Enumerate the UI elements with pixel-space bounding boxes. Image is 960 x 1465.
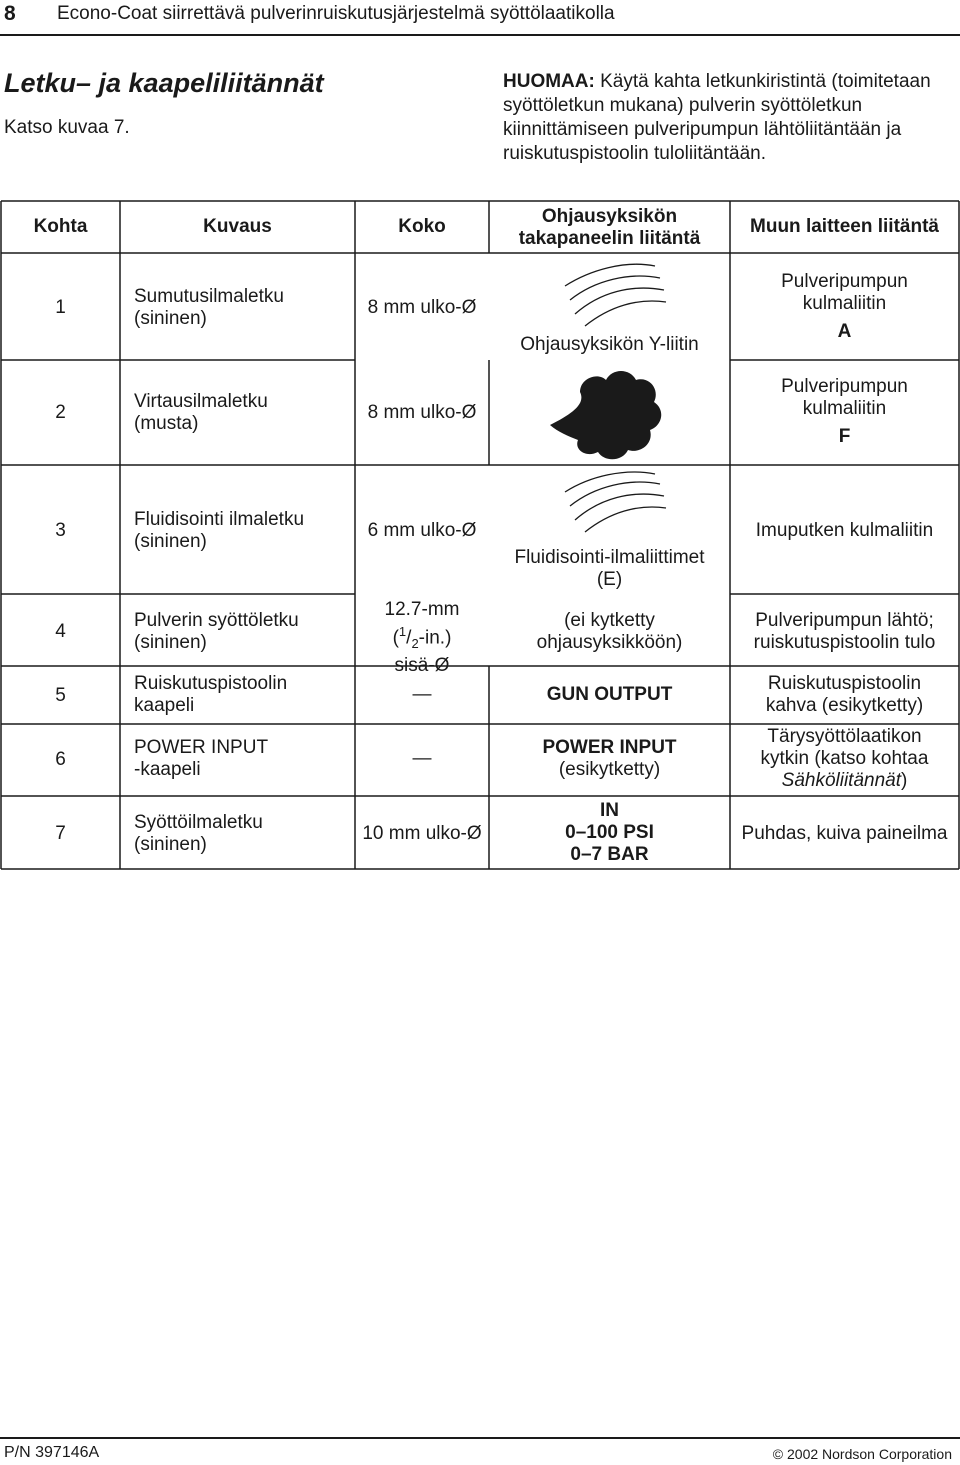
row3-panel (489, 547, 730, 591)
row4-other-line1: Pulveripumpun lähtö; (755, 610, 934, 631)
row6-other (730, 726, 959, 792)
row4-size-numerator: 1 (398, 624, 407, 639)
row2-other-line1: Pulveripumpun (781, 376, 908, 397)
row7-panel-line1: IN (600, 800, 619, 821)
row6-panel (489, 737, 730, 781)
col-header-size: Koko (398, 216, 446, 237)
copyright: © 2002 Nordson Corporation (772, 1446, 952, 1462)
row7-other: Puhdas, kuiva paineilma (741, 823, 948, 844)
row6-other-line1: Tärysyöttölaatikon (767, 726, 922, 747)
row7-desc-line1: Syöttöilmaletku (134, 812, 263, 833)
row4-item: 4 (55, 621, 66, 642)
row7-size: 10 mm ulko-Ø (362, 823, 482, 844)
row2-desc-line1: Virtausilmaletku (134, 391, 268, 412)
row4-desc-line1: Pulverin syöttöletku (134, 610, 299, 631)
row5-desc-line1: Ruiskutuspistoolin (134, 673, 288, 694)
row5-description (134, 673, 349, 717)
row3-panel-line2: (E) (596, 569, 623, 590)
row5-other-line1: Ruiskutuspistoolin (767, 673, 922, 694)
row4-panel-line1: (ei kytketty (564, 610, 655, 631)
row6-panel-line2: (esikytketty) (558, 759, 661, 780)
part-number: P/N 397146A (4, 1444, 100, 1461)
row6-desc-line1: POWER INPUT (134, 737, 269, 758)
row4-description (134, 610, 349, 654)
note-text: Käytä kahta letkunkiristintä (toimitetaan syöttöletkun mukana) pulverin syöttöletkun kiinnittämiseen pulveripumpun lähtöliitäntään ja ruiskutuspistoolin tuloliitäntään. (503, 71, 931, 164)
row3-description (134, 509, 349, 553)
row6-other-line3 (730, 770, 959, 792)
row3-other: Imuputken kulmaliitin (755, 520, 934, 541)
page-number: 8 (4, 2, 16, 25)
row1-description (134, 286, 349, 330)
row4-size (355, 599, 489, 677)
row3-desc-line2: (sininen) (134, 531, 207, 552)
row2-other (730, 376, 959, 448)
row5-item: 5 (55, 685, 66, 706)
row4-size-denominator: 2 (411, 636, 419, 652)
figure-reference: Katso kuvaa 7. (4, 117, 130, 138)
swirl-icon (565, 264, 666, 326)
row4-size-unit: -in.) (418, 627, 452, 649)
row6-description (134, 737, 349, 781)
col-header-other: Muun laitteen liitäntä (750, 216, 939, 237)
row7-panel (489, 800, 730, 866)
row2-size: 8 mm ulko-Ø (367, 402, 477, 423)
row5-desc-line2: kaapeli (134, 695, 195, 716)
row1-size: 8 mm ulko-Ø (367, 297, 477, 318)
swirl-icon (565, 472, 666, 532)
row4-other-line2: ruiskutuspistoolin tulo (753, 632, 936, 653)
row2-other-line2: kulmaliitin (802, 398, 887, 419)
row6-other-reference: Sähköliitännät (781, 770, 902, 791)
col-header-panel (489, 206, 730, 250)
col-header-description: Kuvaus (203, 216, 272, 237)
col-header-item: Kohta (33, 216, 88, 237)
row1-desc-line2: (sininen) (134, 308, 207, 329)
row5-other-line2: kahva (esikytketty) (765, 695, 924, 716)
row1-other-line2: kulmaliitin (802, 293, 887, 314)
row4-size-line3: sisä-Ø (394, 655, 450, 677)
row4-size-open: ( (392, 627, 399, 649)
row4-size-slash: / (406, 627, 412, 649)
row1-other-line3: A (837, 321, 852, 342)
row2-other-line3: F (838, 426, 851, 447)
row7-panel-line3: 0–7 BAR (570, 844, 649, 865)
row7-item: 7 (55, 823, 66, 844)
row1-panel: Ohjausyksikön Y-liitin (520, 334, 699, 355)
row6-desc-line2: -kaapeli (134, 759, 201, 780)
row1-other-line1: Pulveripumpun (781, 271, 908, 292)
col-header-panel-line1: Ohjausyksikön (541, 206, 678, 227)
row3-desc-line1: Fluidisointi ilmaletku (134, 509, 305, 530)
row6-size: — (412, 748, 432, 769)
row4-desc-line2: (sininen) (134, 632, 207, 653)
row5-panel: GUN OUTPUT (546, 684, 673, 705)
row3-size: 6 mm ulko-Ø (367, 520, 477, 541)
footer-rule (0, 1437, 960, 1439)
cloud-blob-icon (550, 371, 661, 459)
document-title: Econo-Coat siirrettävä pulverinruiskutusjärjestelmä syöttölaatikolla (57, 3, 615, 24)
row7-panel-line2: 0–100 PSI (565, 822, 654, 843)
row6-other-line2: kytkin (katso kohtaa (760, 748, 929, 769)
row2-description (134, 391, 349, 435)
row4-size-line2 (355, 621, 489, 655)
row1-item: 1 (55, 297, 66, 318)
row5-other (730, 673, 959, 717)
row5-size: — (412, 684, 432, 705)
row4-size-line1: 12.7-mm (384, 599, 460, 620)
row2-item: 2 (55, 402, 66, 423)
row1-other (730, 271, 959, 343)
row6-panel-line1: POWER INPUT (542, 737, 677, 758)
section-title: Letku– ja kaapeliliitännät (4, 68, 324, 98)
row3-panel-line1: Fluidisointi-ilmaliittimet (514, 547, 705, 568)
row6-other-close: ) (901, 770, 908, 791)
row4-panel (489, 610, 730, 654)
row7-description (134, 812, 349, 856)
row3-item: 3 (55, 520, 66, 541)
row4-other (730, 610, 959, 654)
row2-desc-line2: (musta) (134, 413, 199, 434)
row7-desc-line2: (sininen) (134, 834, 207, 855)
row4-panel-line2: ohjausyksikköön) (536, 632, 683, 653)
row6-item: 6 (55, 749, 66, 770)
col-header-panel-line2: takapaneelin liitäntä (518, 228, 701, 249)
row1-desc-line1: Sumutusilmaletku (134, 286, 284, 307)
note-label: HUOMAA: (503, 71, 595, 92)
